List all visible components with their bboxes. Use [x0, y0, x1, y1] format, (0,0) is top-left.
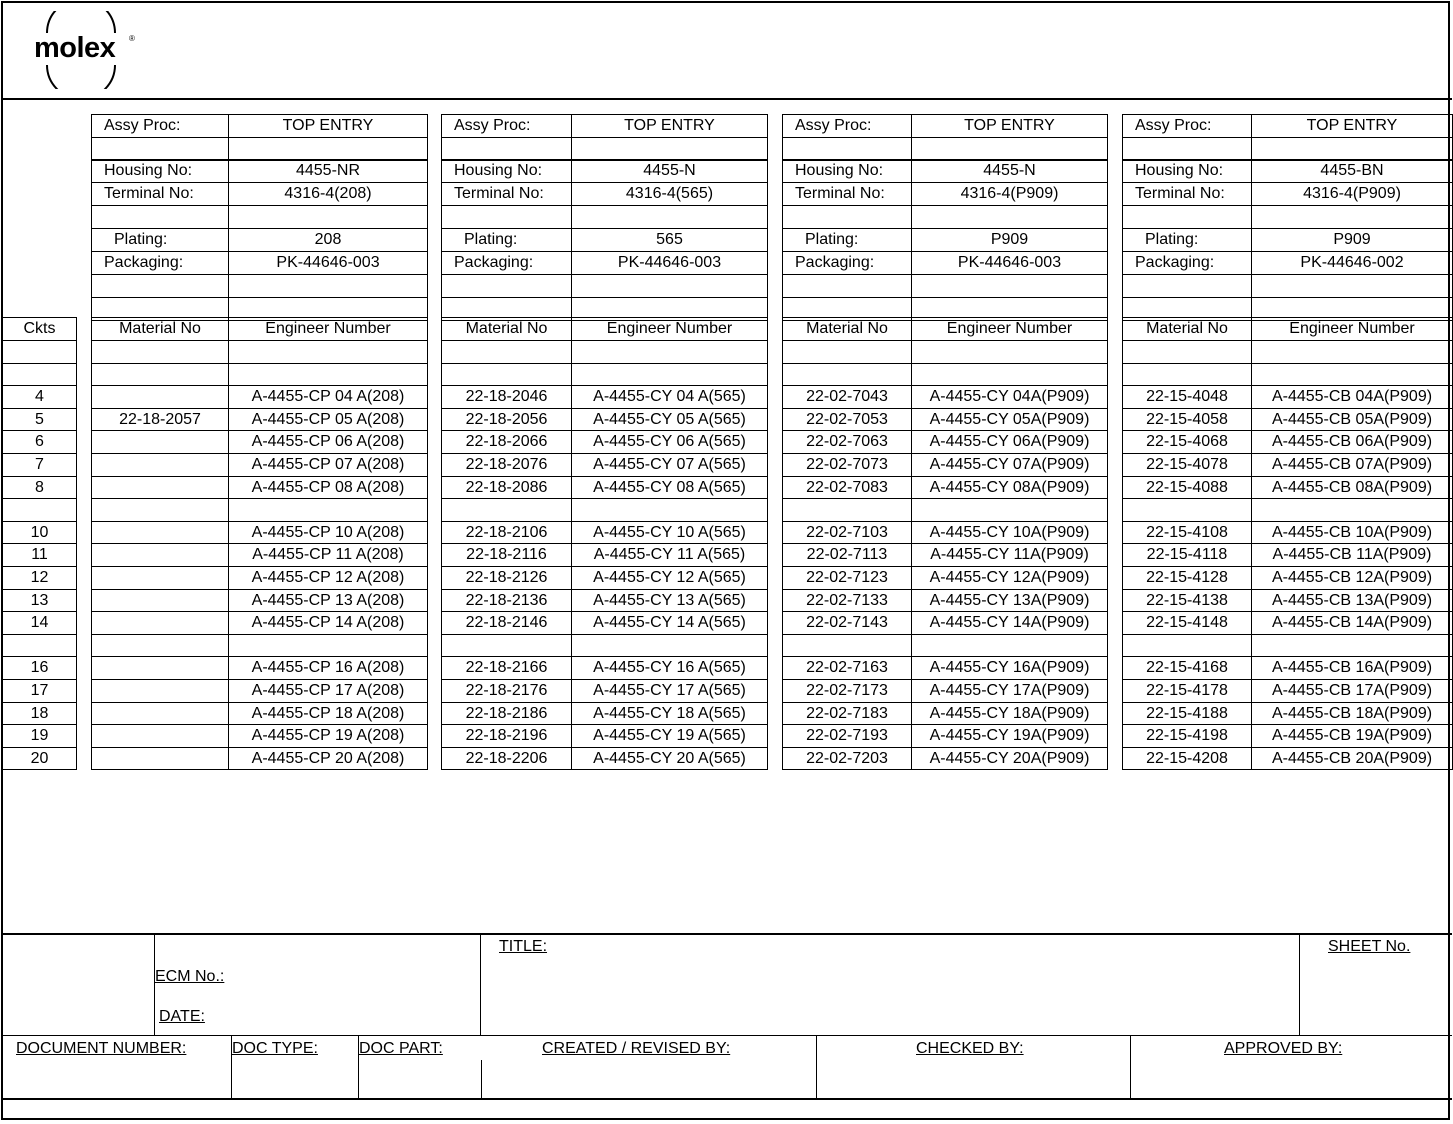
material-no-cell: [782, 498, 912, 522]
engineer-number-cell: A-4455-CB 04A(P909): [1251, 385, 1453, 409]
material-no-cell: 22-18-2146: [441, 611, 572, 635]
material-no-cell: 22-02-7183: [782, 702, 912, 725]
assy-proc-value: TOP ENTRY: [1251, 114, 1453, 138]
terminal-no-value: 4316-4(565): [571, 182, 768, 206]
engineer-number-cell: A-4455-CY 08 A(565): [571, 476, 768, 499]
terminal-no-label: Terminal No:: [91, 182, 229, 206]
engineer-number-cell: [1251, 634, 1453, 657]
housing-no-label: Housing No:: [1122, 159, 1252, 183]
blank-cell: [228, 274, 428, 298]
blank-cell: [1122, 205, 1252, 229]
material-no-cell: [441, 498, 572, 522]
engineer-number-cell: A-4455-CP 13 A(208): [228, 589, 428, 612]
engineer-number-cell: A-4455-CY 05 A(565): [571, 408, 768, 431]
blank-cell: [782, 274, 912, 298]
packaging-label: Packaging:: [782, 251, 912, 275]
material-no-cell: [91, 611, 229, 635]
material-no-cell: 22-15-4148: [1122, 611, 1252, 635]
terminal-no-value: 4316-4(P909): [911, 182, 1108, 206]
material-no-cell: 22-18-2136: [441, 589, 572, 612]
packaging-label: Packaging:: [441, 251, 572, 275]
material-no-cell: [441, 363, 572, 386]
engineer-number-cell: A-4455-CY 06A(P909): [911, 430, 1108, 454]
engineer-number-cell: [228, 340, 428, 364]
checked-by-label: CHECKED BY:: [916, 1040, 1024, 1057]
engineer-number-cell: A-4455-CY 19A(P909): [911, 724, 1108, 748]
material-no-cell: 22-15-4168: [1122, 656, 1252, 680]
material-no-cell: 22-02-7143: [782, 611, 912, 635]
material-no-cell: [91, 679, 229, 703]
material-no-cell: 22-02-7113: [782, 543, 912, 567]
engineer-number-cell: A-4455-CY 18A(P909): [911, 702, 1108, 725]
engineer-number-cell: A-4455-CP 16 A(208): [228, 656, 428, 680]
engineer-number-cell: A-4455-CP 10 A(208): [228, 521, 428, 544]
terminal-no-label: Terminal No:: [1122, 182, 1252, 206]
engineer-number-cell: A-4455-CY 16 A(565): [571, 656, 768, 680]
blank-cell: [91, 137, 229, 161]
blank-cell: [782, 137, 912, 161]
footer-vline: [816, 1036, 817, 1099]
engineer-number-cell: A-4455-CP 17 A(208): [228, 679, 428, 703]
engineer-number-cell: A-4455-CB 13A(P909): [1251, 589, 1453, 612]
engineer-number-cell: A-4455-CY 07A(P909): [911, 453, 1108, 477]
material-no-cell: 22-18-2106: [441, 521, 572, 544]
material-no-cell: 22-02-7083: [782, 476, 912, 499]
material-no-cell: 22-02-7123: [782, 566, 912, 590]
engineer-number-cell: A-4455-CB 14A(P909): [1251, 611, 1453, 635]
material-no-cell: [91, 476, 229, 499]
packaging-value: PK-44646-003: [911, 251, 1108, 275]
engineer-number-cell: [911, 363, 1108, 386]
engineer-number-cell: A-4455-CP 06 A(208): [228, 430, 428, 454]
engineer-number-cell: A-4455-CB 10A(P909): [1251, 521, 1453, 544]
engineer-number-cell: A-4455-CB 20A(P909): [1251, 747, 1453, 770]
material-no-cell: [782, 634, 912, 657]
plating-value: P909: [911, 228, 1108, 252]
ecm-no-label: ECM No.:: [155, 968, 225, 985]
blank-cell: [91, 274, 229, 298]
terminal-no-label: Terminal No:: [782, 182, 912, 206]
engineer-number-cell: A-4455-CB 08A(P909): [1251, 476, 1453, 499]
ckts-cell: 13: [2, 589, 77, 612]
material-no-cell: 22-02-7193: [782, 724, 912, 748]
engineer-number-cell: [571, 340, 768, 364]
material-no-cell: [441, 340, 572, 364]
ckts-cell: 20: [2, 747, 77, 770]
material-no-cell: 22-18-2126: [441, 566, 572, 590]
engineer-number-cell: A-4455-CY 11A(P909): [911, 543, 1108, 567]
material-no-cell: 22-15-4048: [1122, 385, 1252, 409]
material-no-cell: [91, 363, 229, 386]
engineer-number-cell: A-4455-CP 07 A(208): [228, 453, 428, 477]
material-no-cell: 22-15-4058: [1122, 408, 1252, 431]
material-no-cell: 22-18-2116: [441, 543, 572, 567]
engineer-number-cell: A-4455-CP 20 A(208): [228, 747, 428, 770]
blank-cell: [1251, 205, 1453, 229]
engineer-number-cell: A-4455-CY 14 A(565): [571, 611, 768, 635]
engineer-number-cell: A-4455-CB 11A(P909): [1251, 543, 1453, 567]
engineer-number-cell: [571, 634, 768, 657]
engineer-number-cell: A-4455-CY 10A(P909): [911, 521, 1108, 544]
material-no-cell: 22-02-7073: [782, 453, 912, 477]
material-no-cell: 22-02-7163: [782, 656, 912, 680]
engineer-number-cell: A-4455-CY 13 A(565): [571, 589, 768, 612]
assy-proc-label: Assy Proc:: [1122, 114, 1252, 138]
material-no-header: Material No: [91, 317, 229, 341]
engineer-number-cell: A-4455-CY 20A(P909): [911, 747, 1108, 770]
blank-cell: [911, 137, 1108, 161]
engineer-number-cell: A-4455-CB 07A(P909): [1251, 453, 1453, 477]
blank-cell: [911, 205, 1108, 229]
footer-vline: [1299, 935, 1300, 1036]
plating-value: 208: [228, 228, 428, 252]
ckts-cell: 14: [2, 611, 77, 635]
blank-cell: [441, 137, 572, 161]
engineer-number-cell: A-4455-CB 06A(P909): [1251, 430, 1453, 454]
blank-cell: [228, 137, 428, 161]
material-no-cell: [91, 566, 229, 590]
material-no-cell: 22-15-4208: [1122, 747, 1252, 770]
housing-no-value: 4455-N: [911, 159, 1108, 183]
material-no-cell: 22-15-4138: [1122, 589, 1252, 612]
ckts-cell: 19: [2, 724, 77, 748]
ckts-cell: 17: [2, 679, 77, 703]
material-no-cell: 22-15-4088: [1122, 476, 1252, 499]
material-no-cell: [91, 385, 229, 409]
engineer-number-cell: A-4455-CP 14 A(208): [228, 611, 428, 635]
terminal-no-label: Terminal No:: [441, 182, 572, 206]
engineer-number-cell: [1251, 363, 1453, 386]
packaging-label: Packaging:: [91, 251, 229, 275]
doc-part-label: DOC PART:: [359, 1040, 443, 1057]
ckts-cell: [2, 340, 77, 364]
material-no-cell: 22-18-2166: [441, 656, 572, 680]
engineer-number-cell: A-4455-CY 12 A(565): [571, 566, 768, 590]
packaging-value: PK-44646-003: [228, 251, 428, 275]
footer-vline: [480, 935, 481, 1036]
footer-vline: [1130, 1036, 1131, 1099]
housing-no-label: Housing No:: [91, 159, 229, 183]
housing-no-value: 4455-NR: [228, 159, 428, 183]
assy-proc-label: Assy Proc:: [782, 114, 912, 138]
material-no-cell: [1122, 340, 1252, 364]
material-no-cell: 22-18-2176: [441, 679, 572, 703]
footer-tick: [154, 986, 155, 987]
ckts-cell: 7: [2, 453, 77, 477]
assy-proc-label: Assy Proc:: [91, 114, 229, 138]
engineer-number-cell: A-4455-CY 10 A(565): [571, 521, 768, 544]
ckts-cell: [2, 498, 77, 522]
engineer-number-cell: [571, 498, 768, 522]
material-no-cell: [1122, 363, 1252, 386]
material-no-header: Material No: [782, 317, 912, 341]
sheet-no-label: SHEET No.: [1328, 938, 1411, 955]
material-no-cell: [782, 363, 912, 386]
engineer-number-cell: A-4455-CP 04 A(208): [228, 385, 428, 409]
engineer-number-cell: A-4455-CY 05A(P909): [911, 408, 1108, 431]
engineer-number-cell: A-4455-CY 18 A(565): [571, 702, 768, 725]
material-no-cell: [91, 340, 229, 364]
plating-value: 565: [571, 228, 768, 252]
engineer-number-cell: A-4455-CY 06 A(565): [571, 430, 768, 454]
material-no-cell: 22-18-2046: [441, 385, 572, 409]
housing-no-label: Housing No:: [441, 159, 572, 183]
packaging-value: PK-44646-002: [1251, 251, 1453, 275]
blank-cell: [571, 137, 768, 161]
material-no-cell: 22-18-2186: [441, 702, 572, 725]
blank-cell: [1122, 137, 1252, 161]
material-no-cell: 22-15-4198: [1122, 724, 1252, 748]
engineer-number-cell: A-4455-CY 12A(P909): [911, 566, 1108, 590]
ckts-cell: [2, 634, 77, 657]
assy-proc-label: Assy Proc:: [441, 114, 572, 138]
plating-label: Plating:: [782, 228, 912, 252]
material-no-cell: [91, 521, 229, 544]
logo-text: molex: [34, 32, 116, 64]
material-no-cell: [441, 634, 572, 657]
engineer-number-cell: [1251, 340, 1453, 364]
material-no-cell: 22-15-4118: [1122, 543, 1252, 567]
blank-cell: [228, 205, 428, 229]
material-no-cell: 22-02-7103: [782, 521, 912, 544]
ckts-cell: 11: [2, 543, 77, 567]
material-no-cell: 22-18-2196: [441, 724, 572, 748]
approved-by-label: APPROVED BY:: [1224, 1040, 1343, 1057]
packaging-value: PK-44646-003: [571, 251, 768, 275]
ckts-cell: 6: [2, 430, 77, 454]
assy-proc-value: TOP ENTRY: [571, 114, 768, 138]
ckts-cell: [2, 363, 77, 386]
material-no-cell: [91, 498, 229, 522]
engineer-number-cell: [911, 634, 1108, 657]
engineer-number-cell: A-4455-CY 13A(P909): [911, 589, 1108, 612]
engineer-number-cell: A-4455-CP 11 A(208): [228, 543, 428, 567]
blank-cell: [1122, 274, 1252, 298]
ckts-cell: 10: [2, 521, 77, 544]
engineer-number-cell: [228, 498, 428, 522]
engineer-number-cell: A-4455-CB 05A(P909): [1251, 408, 1453, 431]
material-no-cell: 22-18-2057: [91, 408, 229, 431]
title-label: TITLE:: [499, 938, 548, 955]
engineer-number-cell: A-4455-CB 16A(P909): [1251, 656, 1453, 680]
engineer-number-cell: [1251, 498, 1453, 522]
material-no-cell: [1122, 498, 1252, 522]
assy-proc-value: TOP ENTRY: [228, 114, 428, 138]
engineer-number-cell: A-4455-CB 18A(P909): [1251, 702, 1453, 725]
engineer-number-cell: A-4455-CY 11 A(565): [571, 543, 768, 567]
blank-cell: [571, 205, 768, 229]
material-no-cell: 22-02-7203: [782, 747, 912, 770]
ckts-cell: 12: [2, 566, 77, 590]
material-no-cell: 22-15-4108: [1122, 521, 1252, 544]
engineer-number-header: Engineer Number: [1251, 317, 1453, 341]
blank-cell: [571, 274, 768, 298]
plating-label: Plating:: [1122, 228, 1252, 252]
plating-label: Plating:: [441, 228, 572, 252]
engineer-number-cell: A-4455-CY 04A(P909): [911, 385, 1108, 409]
engineer-number-cell: A-4455-CB 19A(P909): [1251, 724, 1453, 748]
engineer-number-cell: [228, 363, 428, 386]
material-no-cell: 22-15-4178: [1122, 679, 1252, 703]
material-no-cell: 22-18-2086: [441, 476, 572, 499]
ckts-cell: 16: [2, 656, 77, 680]
blank-cell: [782, 205, 912, 229]
material-no-cell: [91, 430, 229, 454]
engineer-number-cell: A-4455-CP 05 A(208): [228, 408, 428, 431]
engineer-number-cell: A-4455-CY 08A(P909): [911, 476, 1108, 499]
engineer-number-cell: [911, 340, 1108, 364]
blank-cell: [441, 205, 572, 229]
plating-label: Plating:: [91, 228, 229, 252]
material-no-cell: 22-02-7053: [782, 408, 912, 431]
footer-bottom-line: [1, 1098, 1452, 1100]
footer-top-line: [1, 933, 1452, 935]
material-no-cell: 22-15-4128: [1122, 566, 1252, 590]
material-no-cell: [91, 589, 229, 612]
material-no-cell: 22-18-2206: [441, 747, 572, 770]
housing-no-value: 4455-BN: [1251, 159, 1453, 183]
material-no-cell: [91, 634, 229, 657]
material-no-header: Material No: [1122, 317, 1252, 341]
material-no-cell: [782, 340, 912, 364]
engineer-number-cell: A-4455-CY 20 A(565): [571, 747, 768, 770]
terminal-no-value: 4316-4(208): [228, 182, 428, 206]
engineer-number-cell: A-4455-CY 16A(P909): [911, 656, 1108, 680]
engineer-number-cell: A-4455-CY 07 A(565): [571, 453, 768, 477]
material-no-cell: [91, 543, 229, 567]
material-no-cell: [91, 747, 229, 770]
material-no-cell: [91, 724, 229, 748]
material-no-cell: 22-15-4068: [1122, 430, 1252, 454]
housing-no-value: 4455-N: [571, 159, 768, 183]
molex-logo-icon: [33, 11, 143, 89]
engineer-number-cell: [228, 634, 428, 657]
engineer-number-cell: A-4455-CY 19 A(565): [571, 724, 768, 748]
material-no-cell: 22-02-7173: [782, 679, 912, 703]
blank-cell: [911, 274, 1108, 298]
material-no-cell: 22-15-4078: [1122, 453, 1252, 477]
material-no-cell: [91, 453, 229, 477]
material-no-cell: [91, 702, 229, 725]
packaging-label: Packaging:: [1122, 251, 1252, 275]
engineer-number-cell: A-4455-CP 08 A(208): [228, 476, 428, 499]
engineer-number-cell: A-4455-CB 17A(P909): [1251, 679, 1453, 703]
engineer-number-cell: A-4455-CB 12A(P909): [1251, 566, 1453, 590]
material-no-cell: 22-02-7133: [782, 589, 912, 612]
footer-vline: [481, 1060, 482, 1099]
material-no-cell: 22-18-2076: [441, 453, 572, 477]
material-no-cell: 22-18-2066: [441, 430, 572, 454]
material-no-cell: 22-18-2056: [441, 408, 572, 431]
blank-cell: [1251, 137, 1453, 161]
material-no-cell: 22-15-4188: [1122, 702, 1252, 725]
material-no-header: Material No: [441, 317, 572, 341]
engineer-number-cell: [571, 363, 768, 386]
terminal-no-value: 4316-4(P909): [1251, 182, 1453, 206]
ckts-cell: 4: [2, 385, 77, 409]
material-no-cell: [91, 656, 229, 680]
doc-type-label: DOC TYPE:: [232, 1040, 318, 1057]
material-no-cell: 22-02-7043: [782, 385, 912, 409]
header-divider: [1, 98, 1452, 100]
blank-cell: [91, 205, 229, 229]
blank-cell: [1251, 274, 1453, 298]
ckts-header: Ckts: [2, 317, 77, 341]
engineer-number-cell: A-4455-CY 14A(P909): [911, 611, 1108, 635]
footer-mid-line: [1, 1035, 1452, 1036]
created-revised-by-label: CREATED / REVISED BY:: [542, 1040, 731, 1057]
engineer-number-cell: A-4455-CY 17 A(565): [571, 679, 768, 703]
engineer-number-cell: [911, 498, 1108, 522]
material-no-cell: [1122, 634, 1252, 657]
logo-registered-mark: ®: [129, 34, 135, 43]
ckts-cell: 5: [2, 408, 77, 431]
material-no-cell: 22-02-7063: [782, 430, 912, 454]
engineer-number-cell: A-4455-CY 04 A(565): [571, 385, 768, 409]
engineer-number-header: Engineer Number: [911, 317, 1108, 341]
date-label: DATE:: [159, 1008, 205, 1025]
engineer-number-cell: A-4455-CY 17A(P909): [911, 679, 1108, 703]
engineer-number-cell: A-4455-CP 12 A(208): [228, 566, 428, 590]
ckts-cell: 8: [2, 476, 77, 499]
engineer-number-header: Engineer Number: [571, 317, 768, 341]
engineer-number-cell: A-4455-CP 18 A(208): [228, 702, 428, 725]
plating-value: P909: [1251, 228, 1453, 252]
assy-proc-value: TOP ENTRY: [911, 114, 1108, 138]
engineer-number-header: Engineer Number: [228, 317, 428, 341]
ckts-cell: 18: [2, 702, 77, 725]
housing-no-label: Housing No:: [782, 159, 912, 183]
document-number-label: DOCUMENT NUMBER:: [16, 1040, 187, 1057]
blank-cell: [441, 274, 572, 298]
engineer-number-cell: A-4455-CP 19 A(208): [228, 724, 428, 748]
